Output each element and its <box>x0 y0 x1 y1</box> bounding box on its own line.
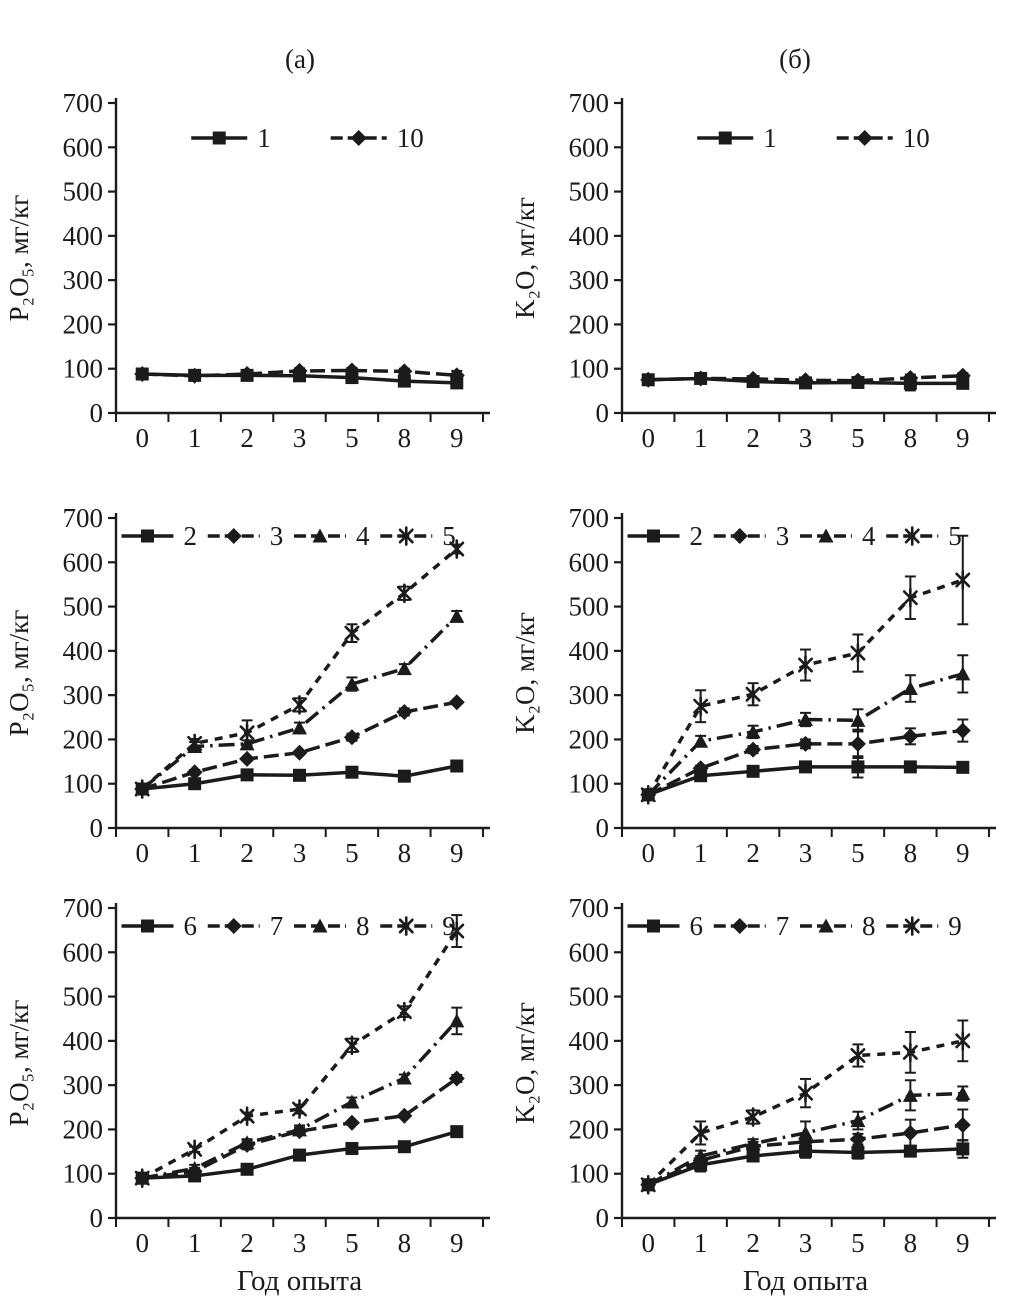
y-tick-label: 500 <box>568 981 609 1012</box>
legend-entry-4 <box>800 521 876 551</box>
legend <box>122 911 456 941</box>
y-tick-label: 400 <box>568 220 609 251</box>
x-axis-title: Год опыта <box>236 1265 363 1297</box>
legend-entry-5 <box>886 521 962 551</box>
x-tick-label: 5 <box>851 423 865 453</box>
x-tick-label: 0 <box>135 1228 149 1258</box>
legend <box>628 521 962 551</box>
y-tick-label: 0 <box>595 813 609 843</box>
legend-label: 6 <box>183 911 198 941</box>
y-tick-label: 700 <box>62 893 103 923</box>
x-tick-label: 8 <box>397 838 412 868</box>
chart-k2o-bottom <box>506 890 1012 1300</box>
legend-entry-6 <box>628 911 704 941</box>
y-tick-label: 200 <box>568 724 609 755</box>
y-tick-label: 400 <box>62 1025 103 1056</box>
x-tick-label: 9 <box>956 838 970 868</box>
chart-k2o-mid <box>506 500 1012 885</box>
panel-label-a: (a) <box>285 44 315 74</box>
x-tick-label: 0 <box>135 423 149 453</box>
x-tick-label: 8 <box>903 423 918 453</box>
x-tick-label: 1 <box>187 1228 202 1258</box>
legend-label: 8 <box>355 911 370 941</box>
legend-entry-6 <box>122 911 198 941</box>
y-tick-label: 400 <box>568 1025 609 1056</box>
chart-p2o5-mid <box>0 500 506 885</box>
y-tick-label: 500 <box>62 176 103 207</box>
y-tick-label: 500 <box>568 591 609 622</box>
series-2 <box>642 756 970 801</box>
legend-label: 10 <box>396 123 424 153</box>
x-tick-label: 1 <box>693 838 708 868</box>
legend-label: 10 <box>902 123 930 153</box>
y-tick-label: 400 <box>62 635 103 666</box>
x-tick-label: 0 <box>641 423 655 453</box>
y-tick-label: 100 <box>568 768 609 799</box>
axes <box>569 503 997 868</box>
y-tick-label: 100 <box>568 1158 609 1189</box>
x-tick-label: 2 <box>240 838 254 868</box>
x-tick-label: 8 <box>397 423 412 453</box>
y-tick-label: 600 <box>568 937 609 968</box>
x-tick-label: 5 <box>345 838 359 868</box>
y-tick-label: 700 <box>62 503 103 533</box>
legend <box>122 521 456 551</box>
y-tick-label: 100 <box>568 353 609 384</box>
axes <box>569 893 997 1258</box>
legend-entry-4 <box>294 521 370 551</box>
y-tick-label: 300 <box>62 265 103 296</box>
x-tick-label: 0 <box>641 838 655 868</box>
x-tick-label: 3 <box>798 423 813 453</box>
legend-entry-8 <box>800 911 876 941</box>
legend-entry-5 <box>380 521 456 551</box>
legend-label: 2 <box>689 521 704 551</box>
legend-entry-1 <box>697 123 777 153</box>
y-tick-label: 100 <box>62 1158 103 1189</box>
y-tick-label: 300 <box>62 1070 103 1101</box>
x-tick-label: 2 <box>746 838 760 868</box>
x-tick-label: 8 <box>397 1228 412 1258</box>
y-tick-label: 600 <box>568 547 609 578</box>
legend-entry-2 <box>628 521 704 551</box>
legend-entry-8 <box>294 911 370 941</box>
legend-entry-9 <box>886 911 962 941</box>
y-tick-label: 600 <box>62 547 103 578</box>
x-axis-title: Год опыта <box>742 1265 869 1297</box>
y-tick-label: 200 <box>62 309 103 340</box>
x-tick-label: 0 <box>135 838 149 868</box>
legend-label: 9 <box>442 911 456 941</box>
series-9 <box>136 915 463 1187</box>
chart-p2o5-top <box>0 85 506 470</box>
x-tick-label: 0 <box>641 1228 655 1258</box>
legend-entry-3 <box>714 521 790 551</box>
y-tick-label: 100 <box>62 768 103 799</box>
y-tick-label: 0 <box>595 398 609 428</box>
legend-label: 5 <box>442 521 456 551</box>
y-tick-label: 300 <box>568 680 609 711</box>
y-tick-label: 700 <box>568 503 609 533</box>
legend-label: 6 <box>689 911 704 941</box>
y-axis-title: P₂O₅, мг/кг <box>4 609 34 737</box>
y-tick-label: 400 <box>62 220 103 251</box>
x-tick-label: 9 <box>956 1228 970 1258</box>
y-tick-label: 500 <box>568 176 609 207</box>
y-tick-label: 0 <box>595 1203 609 1233</box>
y-tick-label: 0 <box>89 398 103 428</box>
x-tick-label: 5 <box>851 1228 865 1258</box>
x-tick-label: 2 <box>746 423 760 453</box>
legend-label: 4 <box>355 521 370 551</box>
x-tick-label: 3 <box>798 1228 813 1258</box>
y-tick-label: 200 <box>568 309 609 340</box>
y-tick-label: 600 <box>62 132 103 163</box>
axes <box>63 893 491 1258</box>
y-tick-label: 200 <box>62 1114 103 1145</box>
legend-label: 8 <box>861 911 876 941</box>
legend-label: 1 <box>257 123 271 153</box>
y-tick-label: 300 <box>62 680 103 711</box>
x-tick-label: 3 <box>292 838 307 868</box>
x-tick-label: 5 <box>345 423 359 453</box>
y-axis-title: P₂O₅, мг/кг <box>4 194 34 322</box>
y-tick-label: 700 <box>568 88 609 118</box>
y-tick-label: 300 <box>568 1070 609 1101</box>
x-tick-label: 9 <box>956 423 970 453</box>
y-axis-title: K₂O, мг/кг <box>510 612 540 734</box>
legend-label: 3 <box>775 521 790 551</box>
legend-entry-1 <box>191 123 270 153</box>
legend-entry-10 <box>331 123 424 153</box>
y-tick-label: 0 <box>89 813 103 843</box>
x-tick-label: 2 <box>240 423 254 453</box>
y-tick-label: 100 <box>62 353 103 384</box>
x-tick-label: 2 <box>746 1228 760 1258</box>
y-tick-label: 700 <box>62 88 103 118</box>
legend-entry-7 <box>714 911 790 941</box>
legend-label: 1 <box>763 123 777 153</box>
legend-label: 4 <box>861 521 876 551</box>
x-tick-label: 9 <box>450 423 464 453</box>
axes <box>63 503 491 868</box>
legend-label: 9 <box>948 911 962 941</box>
y-tick-label: 200 <box>568 1114 609 1145</box>
legend-label: 7 <box>269 911 284 941</box>
legend-label: 7 <box>775 911 790 941</box>
legend-entry-7 <box>208 911 284 941</box>
x-tick-label: 1 <box>187 423 202 453</box>
legend-entry-9 <box>380 911 456 941</box>
x-tick-label: 9 <box>450 838 464 868</box>
legend-entry-3 <box>208 521 284 551</box>
legend-label: 5 <box>948 521 962 551</box>
x-tick-label: 5 <box>345 1228 359 1258</box>
x-tick-label: 1 <box>693 1228 708 1258</box>
y-tick-label: 500 <box>62 591 103 622</box>
y-tick-label: 300 <box>568 265 609 296</box>
panel-label-b: (б) <box>779 44 811 74</box>
x-tick-label: 1 <box>187 838 202 868</box>
chart-k2o-top <box>506 85 1012 470</box>
x-tick-label: 2 <box>240 1228 254 1258</box>
x-tick-label: 9 <box>450 1228 464 1258</box>
legend <box>628 911 962 941</box>
x-tick-label: 3 <box>798 838 813 868</box>
y-tick-label: 400 <box>568 635 609 666</box>
legend <box>697 123 929 153</box>
y-tick-label: 500 <box>62 981 103 1012</box>
y-tick-label: 600 <box>568 132 609 163</box>
series-2 <box>136 760 464 796</box>
y-axis-title: K₂O, мг/кг <box>510 197 540 319</box>
legend-label: 2 <box>183 521 198 551</box>
chart-p2o5-bottom <box>0 890 506 1300</box>
x-tick-label: 1 <box>693 423 708 453</box>
axes <box>63 88 491 453</box>
legend <box>191 123 423 153</box>
legend-entry-10 <box>837 123 930 153</box>
x-tick-label: 5 <box>851 838 865 868</box>
y-axis-title: K₂O, мг/кг <box>510 1002 540 1124</box>
x-tick-label: 8 <box>903 838 918 868</box>
axes <box>569 88 997 453</box>
legend-entry-2 <box>122 521 198 551</box>
legend-label: 3 <box>269 521 284 551</box>
y-tick-label: 700 <box>568 893 609 923</box>
y-tick-label: 200 <box>62 724 103 755</box>
x-tick-label: 8 <box>903 1228 918 1258</box>
x-tick-label: 3 <box>292 423 307 453</box>
y-tick-label: 600 <box>62 937 103 968</box>
x-tick-label: 3 <box>292 1228 307 1258</box>
y-axis-title: P₂O₅, мг/кг <box>4 999 34 1127</box>
y-tick-label: 0 <box>89 1203 103 1233</box>
